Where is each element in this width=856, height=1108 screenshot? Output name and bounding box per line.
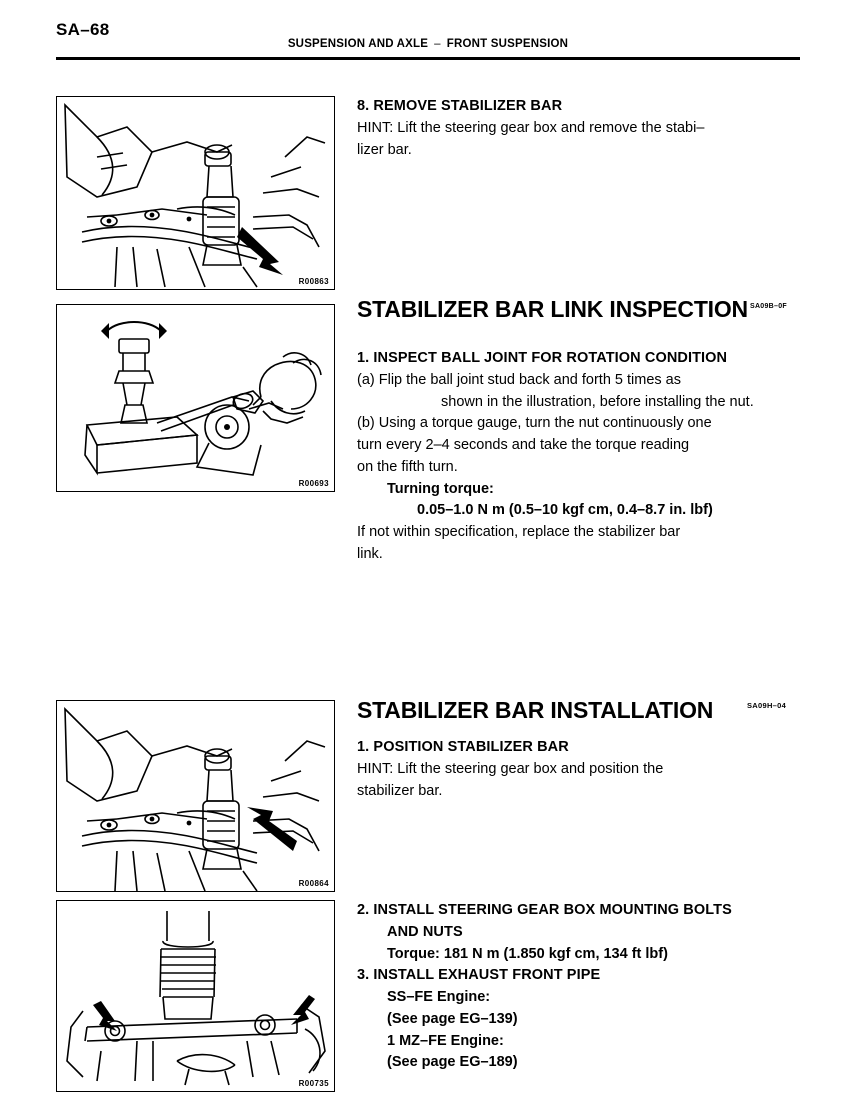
steering-gear-box-illustration	[57, 901, 334, 1091]
figure-stabilizer-bar-installation	[56, 700, 335, 892]
ball-joint-rotation-illustration	[57, 305, 334, 491]
step-3-heading: 3. INSTALL EXHAUST FRONT PIPE	[357, 967, 601, 984]
hint-line-1: HINT: Lift the steering gear box and position the	[357, 760, 664, 777]
block-install-steering-gear-box	[357, 900, 803, 1074]
header-dash: –	[434, 38, 441, 50]
spec-note-line-2: link.	[357, 545, 383, 562]
section-title-text: STABILIZER BAR LINK INSPECTION	[357, 296, 748, 322]
hint-line-2: stabilizer bar.	[357, 782, 443, 799]
step-b-line-3: on the fifth turn.	[357, 458, 458, 475]
section-stabilizer-bar-installation	[357, 697, 803, 724]
spec-note-line-1: If not within specification, replace the stabilizer bar	[357, 524, 681, 540]
step-a-line-2: shown in the illustration, before installing the nut.	[441, 393, 754, 410]
step-b-line-2: turn every 2–4 seconds and take the torque reading	[357, 437, 690, 453]
block-remove-stabilizer-bar	[357, 96, 803, 161]
step-2-heading-line-1: 2. INSTALL STEERING GEAR BOX MOUNTING BOLTS	[357, 902, 732, 918]
section-title-installation	[357, 697, 803, 724]
engine-1-reference: (See page EG–139)	[387, 1010, 518, 1027]
hint-line-2: lizer bar.	[357, 141, 412, 158]
engine-2-label: 1 MZ–FE Engine:	[387, 1032, 504, 1049]
page-header	[0, 38, 856, 50]
header-subsection-title: FRONT SUSPENSION	[446, 38, 569, 50]
block-inspect-ball-joint	[357, 348, 803, 566]
engine-2-reference: (See page EG–189)	[387, 1054, 518, 1071]
step-heading-remove-stabilizer-bar: 8. REMOVE STABILIZER BAR	[357, 98, 563, 114]
step-heading-inspect-ball-joint: 1. INSPECT BALL JOINT FOR ROTATION CONDITION	[357, 350, 728, 366]
figure-code: R00864	[298, 879, 329, 888]
header-divider	[56, 57, 800, 60]
stabilizer-bar-removal-illustration	[57, 97, 334, 289]
page-number: SA–68	[56, 20, 110, 39]
section-reference-code: SA09H–04	[747, 701, 787, 710]
section-title-inspection	[357, 296, 803, 323]
figure-code: R00863	[298, 277, 329, 286]
step-heading-position-stabilizer-bar: 1. POSITION STABILIZER BAR	[357, 739, 569, 755]
torque-spec: Torque: 181 N m (1.850 kgf cm, 134 ft lbf)	[387, 945, 668, 962]
engine-1-label: SS–FE Engine:	[387, 989, 491, 1005]
section-title-text: STABILIZER BAR INSTALLATION	[357, 697, 714, 723]
figure-stabilizer-bar-removal	[56, 96, 335, 290]
figure-code: R00735	[298, 1079, 329, 1088]
figure-steering-gear-box-mounting	[56, 900, 335, 1092]
figure-code: R00693	[298, 479, 329, 488]
header-section-title: SUSPENSION AND AXLE	[287, 38, 429, 50]
section-stabilizer-bar-link-inspection	[357, 296, 803, 323]
step-2-heading-line-2: AND NUTS	[387, 923, 463, 940]
hint-line-1: HINT: Lift the steering gear box and remove the stabi–	[357, 119, 705, 136]
stabilizer-bar-installation-illustration	[57, 701, 334, 891]
section-reference-code: SA09B–0F	[749, 303, 787, 311]
step-b-line-1: (b) Using a torque gauge, turn the nut continuously one	[357, 415, 712, 432]
turning-torque-label: Turning torque:	[387, 480, 494, 497]
figure-stabilizer-bar-link-inspection	[56, 304, 335, 492]
block-position-stabilizer-bar	[357, 737, 803, 802]
turning-torque-value: 0.05–1.0 N m (0.5–10 kgf cm, 0.4–8.7 in. lbf)	[417, 502, 713, 519]
step-a-line-1: (a) Flip the ball joint stud back and forth 5 times as	[357, 371, 681, 388]
